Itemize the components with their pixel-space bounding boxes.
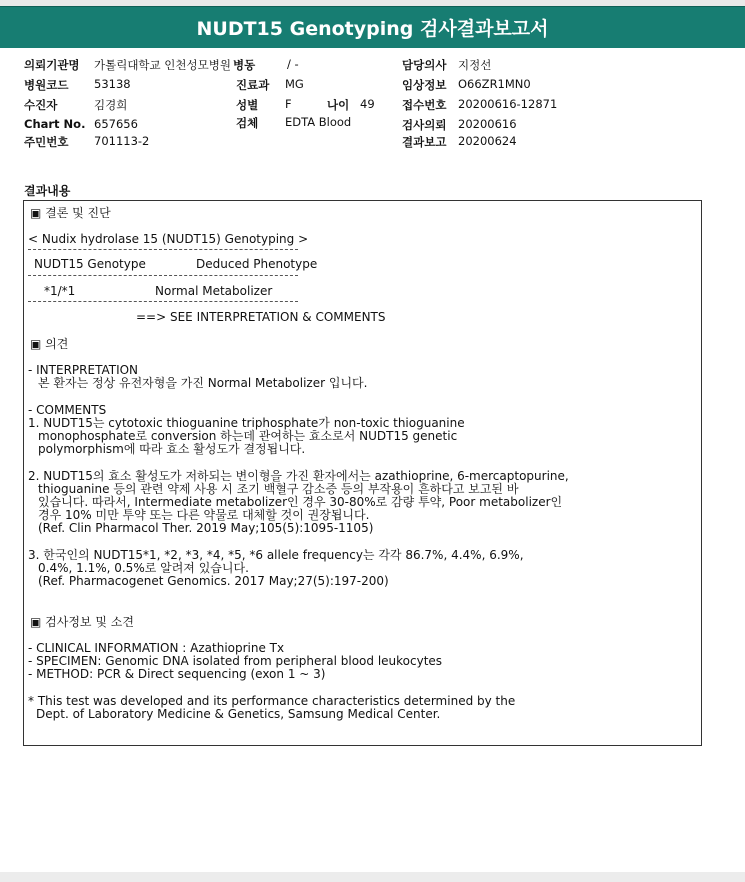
department-value: MG [285,77,304,91]
test-info-heading: ▣ 검사정보 및 소견 [30,615,134,629]
sex-value: F [285,97,292,111]
age-value: 49 [360,97,375,111]
ward-label: 병동 [233,58,256,72]
comment-1-line: 1. NUDT15는 cytotoxic thioguanine triphosphate가 non-toxic thioguanine [28,416,465,430]
comments-heading: - COMMENTS [28,403,107,417]
sex-label: 성별 [236,98,259,112]
clinical-info-value: O66ZR1MN0 [458,77,531,91]
comment-2-line: 2. NUDT15의 효소 활성도가 저하되는 변이형을 가진 환자에서는 azathioprine, 6-mercaptopurine, [28,469,569,483]
comment-3-line: 0.4%, 1.1%, 0.5%로 알려져 있습니다. [38,561,249,575]
report-date-value: 20200624 [458,134,517,148]
phenotype-value: Normal Metabolizer [155,284,273,298]
institution-label: 의뢰기관명 [24,58,80,72]
chart-no-value: 657656 [94,117,138,131]
resident-no-value: 701113-2 [94,134,150,148]
specimen-label: 검체 [236,116,259,130]
test-name: < Nudix hydrolase 15 (NUDT15) Genotyping > [28,232,309,246]
institution-value: 가톨릭대학교 인천성모병원 [94,58,231,72]
divider [28,275,298,276]
divider [28,301,298,302]
disclaimer-note: Dept. of Laboratory Medicine & Genetics, Samsung Medical Center. [36,707,441,721]
request-date-label: 검사의뢰 [402,118,447,132]
genotype-column-header: NUDT15 Genotype [34,257,146,271]
comment-2-line: 경우 10% 미만 투약 또는 다른 약물로 대체할 것이 권장됩니다. [38,508,370,522]
comment-1-line: polymorphism에 따라 효소 활성도가 결정됩니다. [38,442,306,456]
hospital-code-value: 53138 [94,77,131,91]
comment-2-reference: (Ref. Clin Pharmacol Ther. 2019 May;105(5):1095-1105) [38,521,374,535]
comment-2-line: 있습니다. 따라서, Intermediate metabolizer인 경우 30-80%로 감량 투약, Poor metabolizer인 [38,495,563,509]
resident-no-label: 주민번호 [24,135,69,149]
receipt-no-label: 접수번호 [402,98,447,112]
doctor-label: 담당의사 [402,58,447,72]
results-box [23,200,702,746]
comment-3-line: 3. 한국인의 NUDT15*1, *2, *3, *4, *5, *6 allele frequency는 각각 86.7%, 4.4%, 6.9%, [28,548,524,562]
see-interpretation: ==> SEE INTERPRETATION & COMMENTS [136,310,386,324]
disclaimer-note: * This test was developed and its performance characteristics determined by the [28,694,516,708]
interpretation-heading: - INTERPRETATION [28,363,139,377]
recipient-value: 김경희 [94,98,128,112]
conclusion-heading: ▣ 결론 및 진단 [30,206,111,220]
comment-3-reference: (Ref. Pharmacogenet Genomics. 2017 May;27(5):197-200) [38,574,389,588]
receipt-no-value: 20200616-12871 [458,97,558,111]
clinical-information: - CLINICAL INFORMATION : Azathioprine Tx [28,641,285,655]
clinical-info-label: 임상정보 [402,78,447,92]
bottom-border [0,872,745,882]
recipient-label: 수진자 [24,98,58,112]
request-date-value: 20200616 [458,117,517,131]
age-label: 나이 [327,98,350,112]
divider [28,249,298,250]
ward-value: / - [287,57,299,71]
chart-no-label: Chart No. [24,117,86,131]
report-date-label: 결과보고 [402,135,447,149]
doctor-value: 지정선 [458,58,492,72]
patient-info [0,0,745,150]
genotype-value: *1/*1 [44,284,76,298]
comment-2-line: thioguanine 등의 관련 약제 사용 시 조기 백혈구 감소증 등의 부작용이 흔하다고 보고된 바 [38,482,519,496]
department-label: 진료과 [236,78,270,92]
report-title: NUDT15 Genotyping 검사결과보고서 [196,18,549,40]
opinion-heading: ▣ 의견 [30,337,69,351]
results-section-title: 결과내용 [24,184,71,198]
interpretation-text: 본 환자는 정상 유전자형을 가진 Normal Metabolizer 입니다. [38,376,368,390]
specimen-value: EDTA Blood [285,115,352,129]
specimen-info: - SPECIMEN: Genomic DNA isolated from peripheral blood leukocytes [28,654,443,668]
method-info: - METHOD: PCR & Direct sequencing (exon 1 ~ 3) [28,667,326,681]
hospital-code-label: 병원코드 [24,78,69,92]
phenotype-column-header: Deduced Phenotype [196,257,318,271]
comment-1-line: monophosphate로 conversion 하는데 관여하는 효소로서 NUDT15 genetic [38,429,458,443]
